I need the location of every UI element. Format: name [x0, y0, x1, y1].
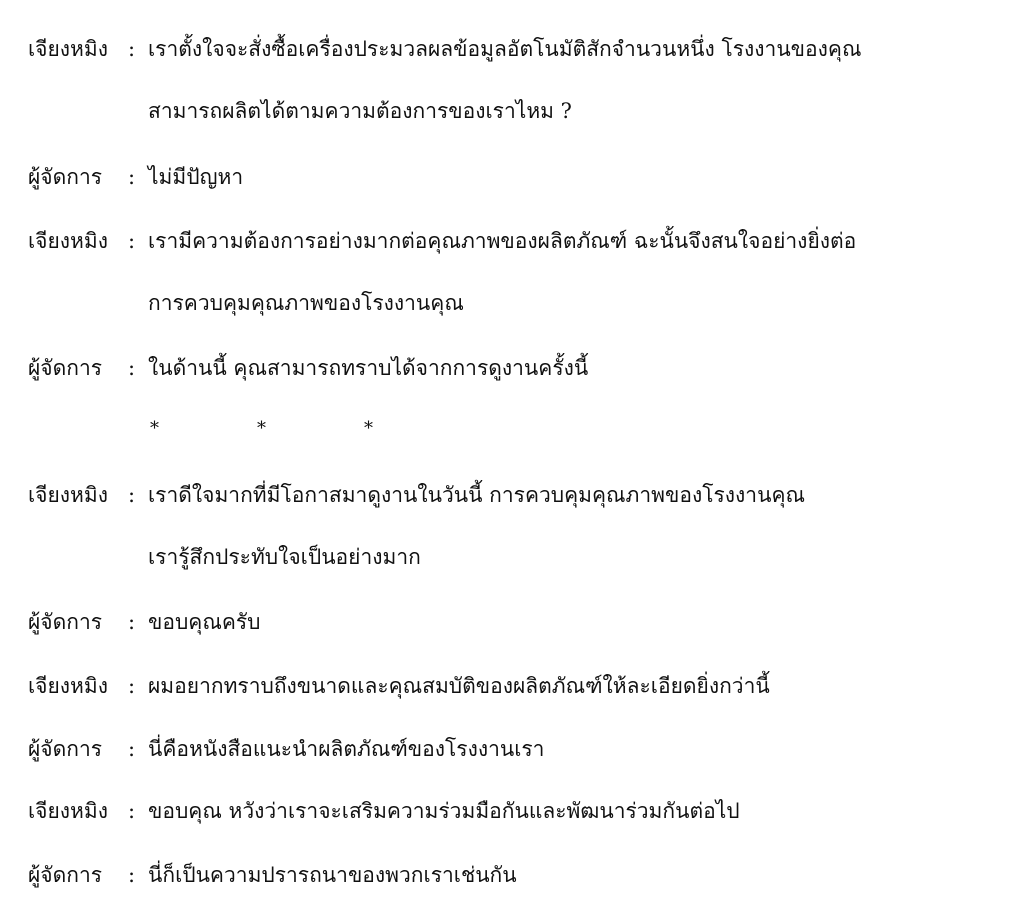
- speaker-colon: :: [128, 863, 136, 887]
- speaker-name: เจียงหมิง: [28, 483, 108, 507]
- dialogue-line: [0, 226, 1024, 315]
- speaker-colon: :: [128, 229, 136, 253]
- dialogue-text: นี่คือหนังสือแนะนำผลิตภัณฑ์ของโรงงานเรา: [148, 737, 545, 761]
- speaker-name: เจียงหมิง: [28, 674, 108, 698]
- speaker-colon: :: [128, 737, 136, 761]
- dialogue-text-continuation: สามารถผลิตได้ตามความต้องการของเราไหม ?: [148, 99, 572, 123]
- speaker-name: ผู้จัดการ: [28, 165, 103, 189]
- dialogue-text-continuation: การควบคุมคุณภาพของโรงงานคุณ: [148, 291, 464, 315]
- dialogue-text: เราตั้งใจจะสั่งซื้อเครื่องประมวลผลข้อมูลอัตโนมัติสักจำนวนหนึ่ง โรงงานของคุณ: [148, 37, 862, 61]
- dialogue-text: ขอบคุณ หวังว่าเราจะเสริมความร่วมมือกันและพัฒนาร่วมกันต่อไป: [148, 799, 740, 823]
- dialogue-line: [0, 607, 1024, 669]
- speaker-colon: :: [128, 799, 136, 823]
- dialogue-line: [0, 480, 1024, 569]
- dialogue-line: [0, 860, 1024, 894]
- separator-asterisk: *: [364, 418, 373, 439]
- speaker-colon: :: [128, 356, 136, 380]
- speaker-colon: :: [128, 610, 136, 634]
- speaker-name: เจียงหมิง: [28, 799, 108, 823]
- dialogue-text: เรามีความต้องการอย่างมากต่อคุณภาพของผลิตภัณฑ์ ฉะนั้นจึงสนใจอย่างยิ่งต่อ: [148, 229, 857, 253]
- dialogue-line: [0, 734, 1024, 796]
- speaker-name: เจียงหมิง: [28, 229, 108, 253]
- separator-asterisk: *: [257, 418, 266, 439]
- separator-asterisk: *: [150, 418, 159, 439]
- dialogue-text: ไม่มีปัญหา: [148, 165, 244, 189]
- speaker-colon: :: [128, 165, 136, 189]
- dialogue-text: ผมอยากทราบถึงขนาดและคุณสมบัติของผลิตภัณฑ์ให้ละเอียดยิ่งกว่านี้: [148, 674, 770, 698]
- dialogue-line: [0, 671, 1024, 733]
- dialogue-text: ในด้านนี้ คุณสามารถทราบได้จากการดูงานครั้งนี้: [148, 356, 589, 380]
- speaker-name: ผู้จัดการ: [28, 863, 103, 887]
- speaker-name: ผู้จัดการ: [28, 737, 103, 761]
- dialogue-line: [0, 796, 1024, 858]
- speaker-name: ผู้จัดการ: [28, 610, 103, 634]
- speaker-colon: :: [128, 483, 136, 507]
- speaker-name: ผู้จัดการ: [28, 356, 103, 380]
- dialogue-text: ขอบคุณครับ: [148, 610, 261, 634]
- dialogue-line: [0, 162, 1024, 224]
- dialogue-text: นี่ก็เป็นความปรารถนาของพวกเราเช่นกัน: [148, 863, 517, 887]
- dialogue-line: [0, 353, 1024, 415]
- dialogue-line: [0, 34, 1024, 123]
- speaker-colon: :: [128, 37, 136, 61]
- speaker-colon: :: [128, 674, 136, 698]
- dialogue-text-continuation: เรารู้สึกประทับใจเป็นอย่างมาก: [148, 545, 421, 569]
- section-separator: [0, 414, 1024, 444]
- dialogue-text: เราดีใจมากที่มีโอกาสมาดูงานในวันนี้ การควบคุมคุณภาพของโรงงานคุณ: [148, 483, 805, 507]
- speaker-name: เจียงหมิง: [28, 37, 108, 61]
